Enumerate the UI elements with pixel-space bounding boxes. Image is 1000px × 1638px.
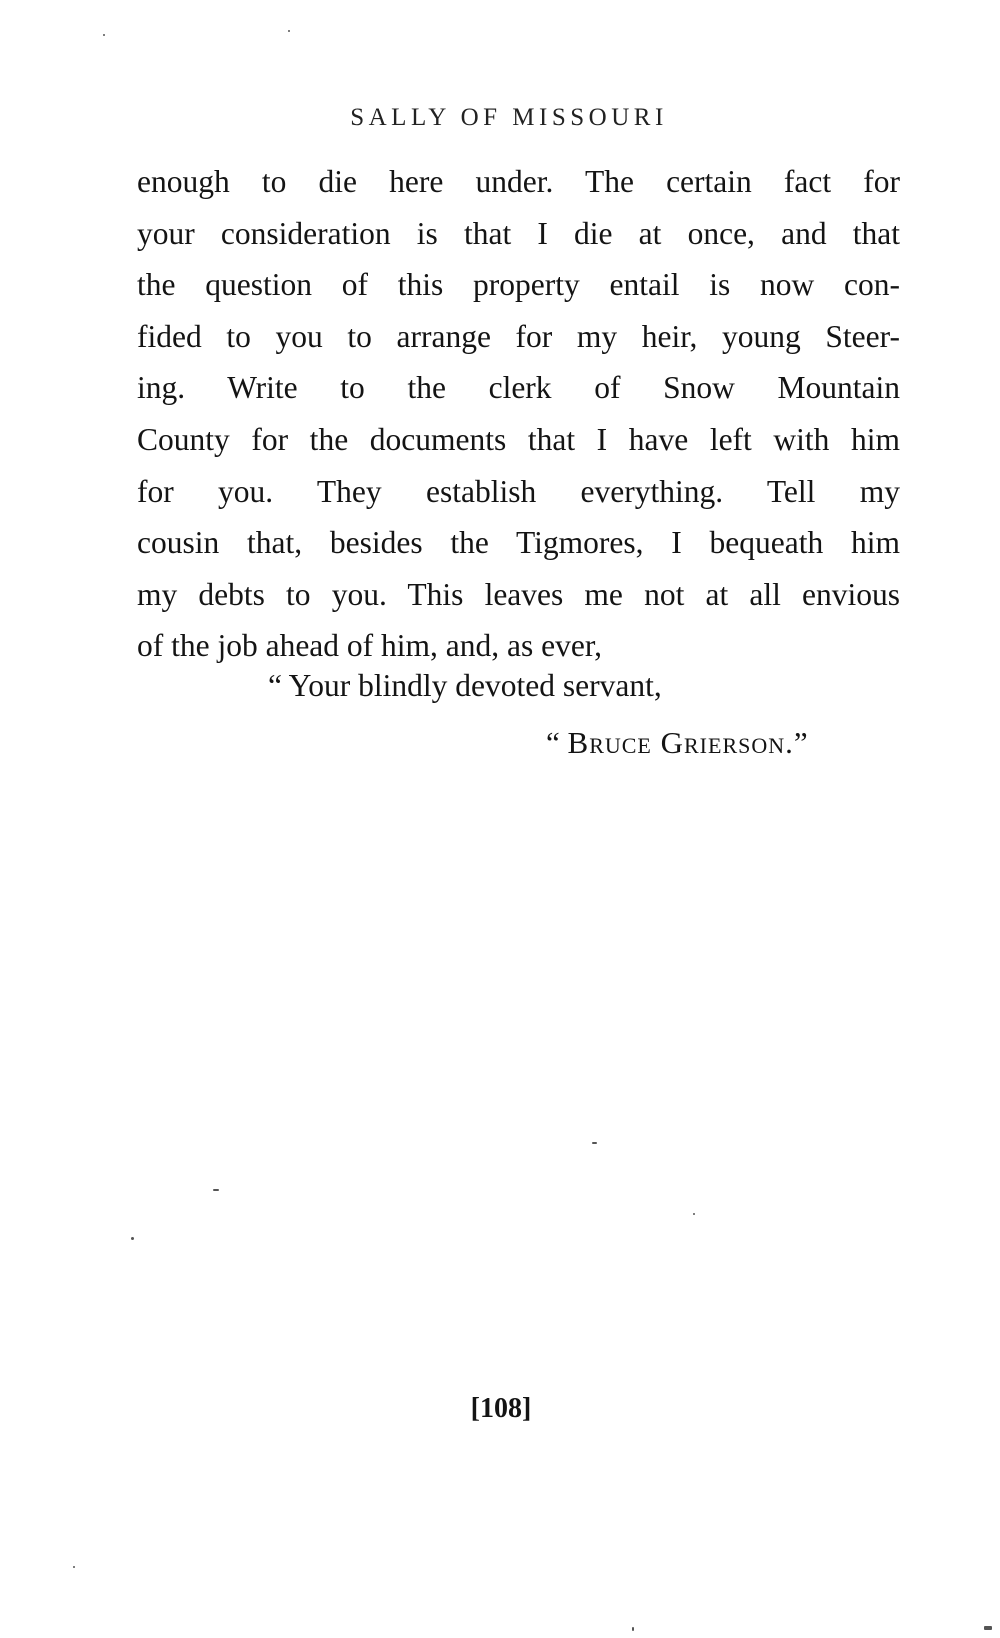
text-line: my debts to you. This leaves me not at all envious (137, 576, 900, 612)
text-line: ing. Write to the clerk of Snow Mountain (137, 370, 900, 406)
signature-close-quote: ” (793, 725, 808, 760)
scan-speck (288, 30, 290, 32)
signature-name: Bruce Grierson. (567, 725, 794, 760)
text-line: for you. They establish everything. Tell my (137, 473, 900, 509)
running-head: SALLY OF MISSOURI (350, 104, 668, 131)
scan-speck (592, 1142, 597, 1144)
text-line: the question of this property entail is now con- (137, 267, 900, 303)
text-line: enough to die here under. The certain fact for (137, 164, 900, 199)
text-line: of the job ahead of him, and, as ever, (137, 628, 602, 664)
scan-speck (632, 1627, 634, 1631)
text-line: your consideration is that I die at once, and that (137, 215, 900, 251)
scan-speck (73, 1566, 75, 1568)
letter-signature (546, 725, 808, 761)
text-line: County for the documents that I have left with him (137, 421, 900, 457)
scan-speck (103, 34, 105, 36)
letter-closing: “ Your blindly devoted servant, (268, 668, 662, 703)
text-line: cousin that, besides the Tigmores, I bequeath him (137, 525, 900, 561)
letter-body (137, 156, 900, 672)
scan-speck (693, 1213, 695, 1215)
scan-speck (984, 1626, 992, 1630)
signature-open-quote: “ (546, 725, 568, 760)
page-number: [108] (470, 1393, 532, 1424)
text-line: fided to you to arrange for my heir, young Steer- (137, 318, 900, 354)
scan-speck (131, 1237, 134, 1240)
scan-speck (213, 1189, 219, 1191)
